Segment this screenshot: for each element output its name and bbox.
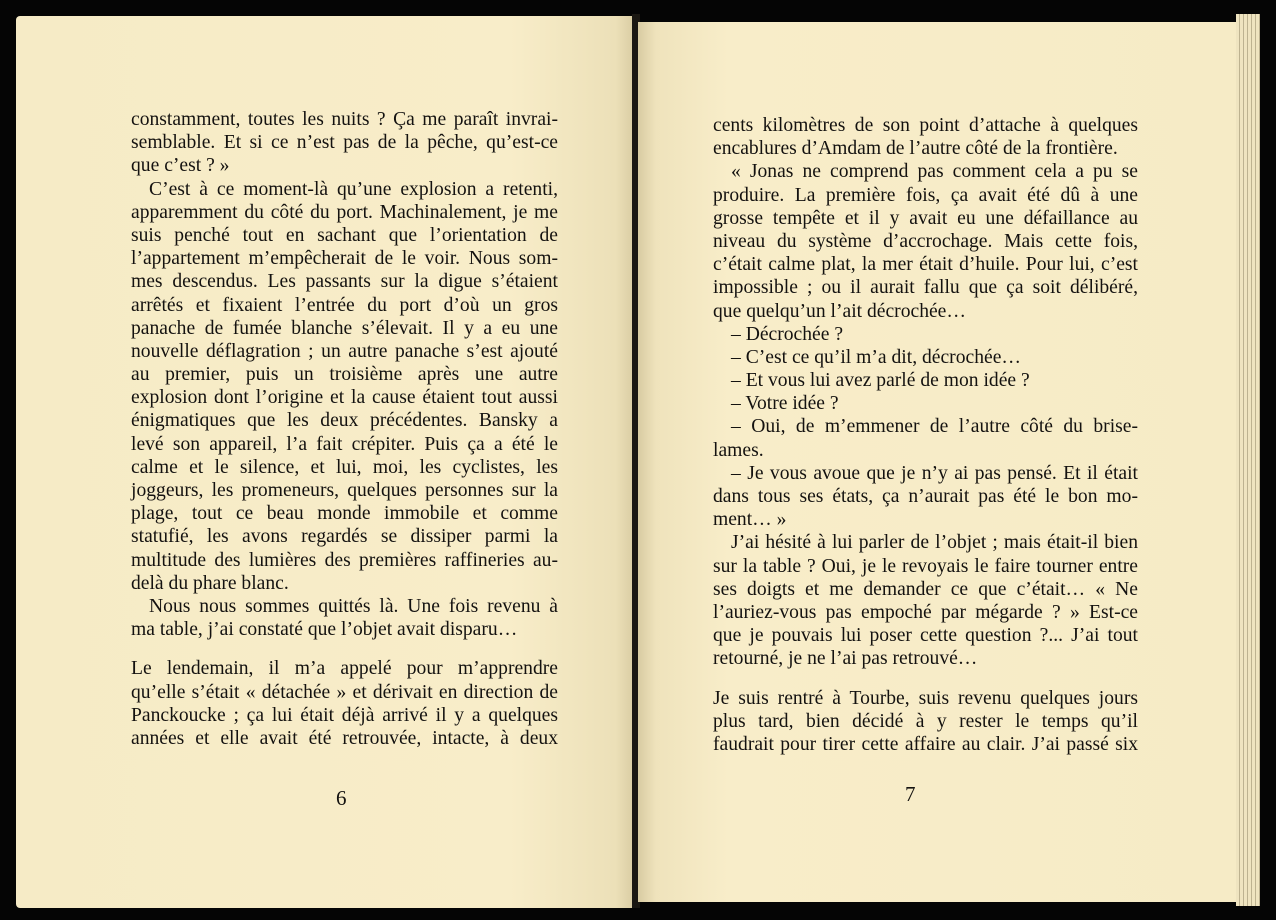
- right-page-body: [713, 114, 1138, 756]
- text-line: – Et vous lui avez parlé de mon idée ?: [731, 370, 1030, 392]
- paragraph-break: [131, 641, 558, 657]
- text-line: impossible ; ou il aurait fallu que ça soit délibéré,: [713, 277, 1138, 299]
- text-line: cents kilomètres de son point d’attache à quelques: [713, 115, 1138, 136]
- text-line: suis penché tout en sachant que l’orientation de: [131, 224, 558, 246]
- text-line: années et elle avait été retrouvée, intacte, à deux: [131, 727, 558, 749]
- paragraph-break: [713, 671, 1138, 687]
- text-line: – C’est ce qu’il m’a dit, décrochée…: [731, 346, 1021, 368]
- text-line: « Jonas ne comprend pas comment cela a pu se: [731, 161, 1138, 183]
- text-line: dans tous ses états, ça n’aurait pas été le bon mo-: [713, 486, 1138, 507]
- left-page: [16, 16, 634, 908]
- text-line: plage, tout ce beau monde immobile et comme: [131, 503, 558, 525]
- text-line: constamment, toutes les nuits ? Ça me paraît invrai-: [131, 109, 558, 130]
- text-line: grosse tempête et il y avait eu une défaillance au: [713, 207, 1138, 229]
- text-line: panache de fumée blanche s’élevait. Il y a eu une: [131, 317, 558, 339]
- text-line: explosion dont l’origine et la cause étaient tout aussi: [131, 387, 558, 409]
- text-line: joggeurs, les promeneurs, quelques personnes sur la: [131, 480, 558, 501]
- text-line: l’auriez-vous pas empoché par mégarde ? » Est-ce: [713, 601, 1138, 623]
- text-line: niveau du système d’accrochage. Mais cette fois,: [713, 230, 1138, 252]
- text-line: levé son appareil, l’a fait crépiter. Puis ça a été le: [131, 433, 558, 455]
- text-line: statufié, les avons regardés se dissiper parmi la: [131, 526, 558, 548]
- text-line: arrêtés et fixaient l’entrée du port d’où un gros: [131, 294, 558, 316]
- text-line: c’était calme plat, la mer était d’huile. Pour lui, c’est: [713, 254, 1138, 276]
- text-line: – Oui, de m’emmener de l’autre côté du brise-: [731, 416, 1138, 438]
- text-line: delà du phare blanc.: [131, 572, 289, 594]
- text-line: C’est à ce moment-là qu’une explosion a retenti,: [149, 178, 558, 200]
- text-line: sur la table ? Oui, je le revoyais le faire tourner entre: [713, 555, 1138, 577]
- text-line: – Décrochée ?: [731, 323, 844, 345]
- text-line: que je pouvais lui poser cette question ?... J’ai tout: [713, 625, 1138, 647]
- text-line: ment… »: [713, 509, 787, 531]
- text-line: ses doigts et me demander ce que c’était… « Ne: [713, 578, 1138, 600]
- text-line: au premier, puis un troisième après une autre: [131, 364, 558, 386]
- text-line: – Je vous avoue que je n’y ai pas pensé. Et il était: [731, 462, 1138, 484]
- text-line: ma table, j’ai constaté que l’objet avait disparu…: [131, 619, 518, 641]
- text-line: l’appartement m’empêcherait de le voir. Nous som-: [131, 248, 558, 270]
- text-line: apparemment du côté du port. Machinalement, je me: [131, 201, 558, 223]
- text-line: Panckoucke ; ça lui était déjà arrivé il y a quelques: [131, 704, 558, 726]
- text-line: qu’elle s’était « détachée » et dérivait en direction de: [131, 681, 558, 703]
- text-line: encablures d’Amdam de l’autre côté de la frontière.: [713, 138, 1118, 160]
- left-page-body: [131, 108, 558, 750]
- text-line: – Votre idée ?: [731, 393, 839, 415]
- text-line: plus tard, bien décidé à y rester le temps qu’il: [713, 710, 1138, 732]
- text-line: mes descendus. Les passants sur la digue s’étaient: [131, 271, 558, 293]
- page-number-left: 6: [336, 786, 347, 810]
- text-line: que c’est ? »: [131, 155, 230, 177]
- text-line: Je suis rentré à Tourbe, suis revenu quelques jours: [713, 687, 1138, 709]
- text-line: semblable. Et si ce n’est pas de la pêche, qu’est-ce: [131, 132, 558, 154]
- text-line: nouvelle déflagration ; un autre panache s’est ajouté: [131, 340, 558, 362]
- text-line: Nous nous sommes quittés là. Une fois revenu à: [149, 595, 558, 617]
- text-line: lames.: [713, 439, 764, 461]
- text-line: produire. La première fois, ça avait été dû à une: [713, 184, 1138, 206]
- text-line: Le lendemain, il m’a appelé pour m’apprendre: [131, 658, 558, 680]
- text-line: multitude des lumières des premières raffineries au-: [131, 549, 558, 571]
- text-line: J’ai hésité à lui parler de l’objet ; mais était-il bien: [731, 532, 1138, 554]
- page-edges: [1236, 14, 1260, 906]
- text-line: retourné, je ne l’ai pas retrouvé…: [713, 648, 978, 670]
- right-page: [638, 22, 1238, 902]
- text-line: que quelqu’un l’ait décrochée…: [713, 300, 966, 322]
- text-line: calme et le silence, et lui, moi, les cyclistes, les: [131, 456, 558, 478]
- text-line: faudrait pour tirer cette affaire au clair. J’ai passé six: [713, 733, 1138, 755]
- page-number-right: 7: [905, 782, 916, 806]
- text-line: énigmatiques que les deux précédentes. Bansky a: [131, 410, 558, 432]
